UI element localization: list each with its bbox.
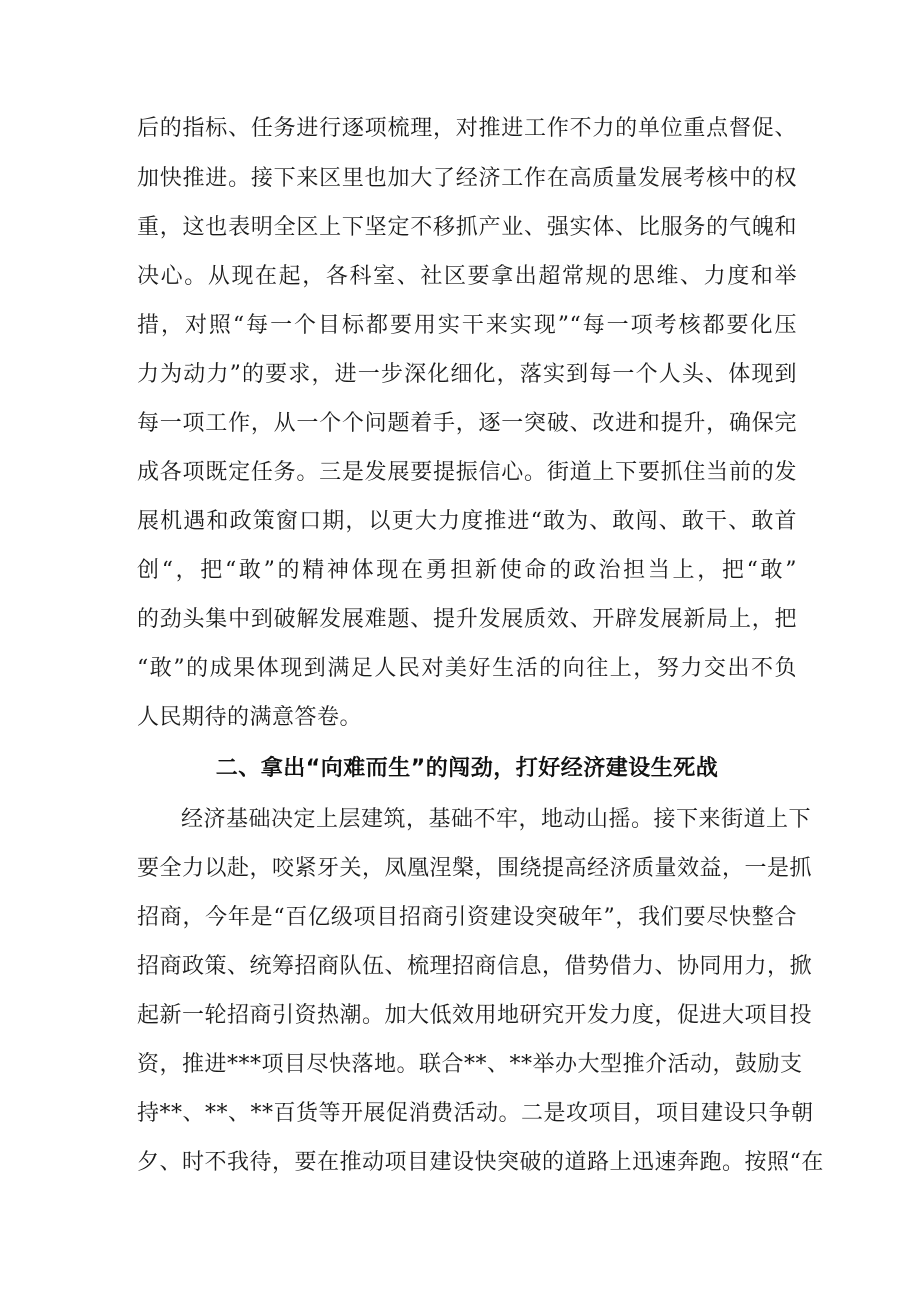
paragraph-line: 经济基础决定上层建筑，基础不牢，地动山摇。接下来街道上下 <box>181 807 812 832</box>
paragraph-line: 要全力以赴，咬紧牙关，凤凰涅槃，围绕提高经济质量效益，一是抓 <box>137 856 813 881</box>
paragraph-line: 夕、时不我待，要在推动项目建设快突破的道路上迅速奔跑。按照“在 <box>137 1150 824 1175</box>
paragraph-line: 成各项既定任务。三是发展要提振信心。街道上下要抓住当前的发 <box>137 460 797 485</box>
paragraph-line: 招商，今年是“百亿级项目招商引资建设突破年”，我们要尽快整合 <box>137 905 797 930</box>
paragraph-line: 创“，把“敢”的精神体现在勇担新使命的政治担当上，把“敢” <box>137 558 797 583</box>
paragraph-line: 决心。从现在起，各科室、社区要拿出超常规的思维、力度和举 <box>137 264 797 289</box>
paragraph-line: 展机遇和政策窗口期，以更大力度推进“敢为、敢闯、敢干、敢首 <box>137 509 797 534</box>
paragraph-line: 每一项工作，从一个个问题着手，逐一突破、改进和提升，确保完 <box>137 411 797 436</box>
paragraph-line: “敢”的成果体现到满足人民对美好生活的向往上，努力交出不负 <box>137 656 797 681</box>
paragraph-line: 措，对照“每一个目标都要用实干来实现”“每一项考核都要化压 <box>137 313 797 338</box>
paragraph-line: 力为动力”的要求，进一步深化细化，落实到每一个人头、体现到 <box>137 362 797 387</box>
section-heading: 二、拿出“向难而生”的闯劲，打好经济建设生死战 <box>215 756 719 781</box>
paragraph-line: 招商政策、统筹招商队伍、梳理招商信息，借势借力、协同用力，掀 <box>137 954 813 979</box>
paragraph-line: 的劲头集中到破解发展难题、提升发展质效、开辟发展新局上，把 <box>137 607 797 632</box>
paragraph-line: 加快推进。接下来区里也加大了经济工作在高质量发展考核中的权 <box>137 166 797 191</box>
paragraph-line: 后的指标、任务进行逐项梳理，对推进工作不力的单位重点督促、 <box>137 116 797 141</box>
paragraph-line: 持**、**、**百货等开展促消费活动。二是攻项目，项目建设只争朝 <box>137 1101 814 1126</box>
paragraph-line: 起新一轮招商引资热潮。加大低效用地研究开发力度，促进大项目投 <box>137 1003 813 1028</box>
paragraph-line: 重，这也表明全区上下坚定不移抓产业、强实体、比服务的气魄和 <box>137 215 797 240</box>
paragraph-line: 人民期待的满意答卷。 <box>137 705 363 730</box>
paragraph-line: 资，推进***项目尽快落地。联合**、**举办大型推介活动，鼓励支 <box>137 1052 803 1077</box>
